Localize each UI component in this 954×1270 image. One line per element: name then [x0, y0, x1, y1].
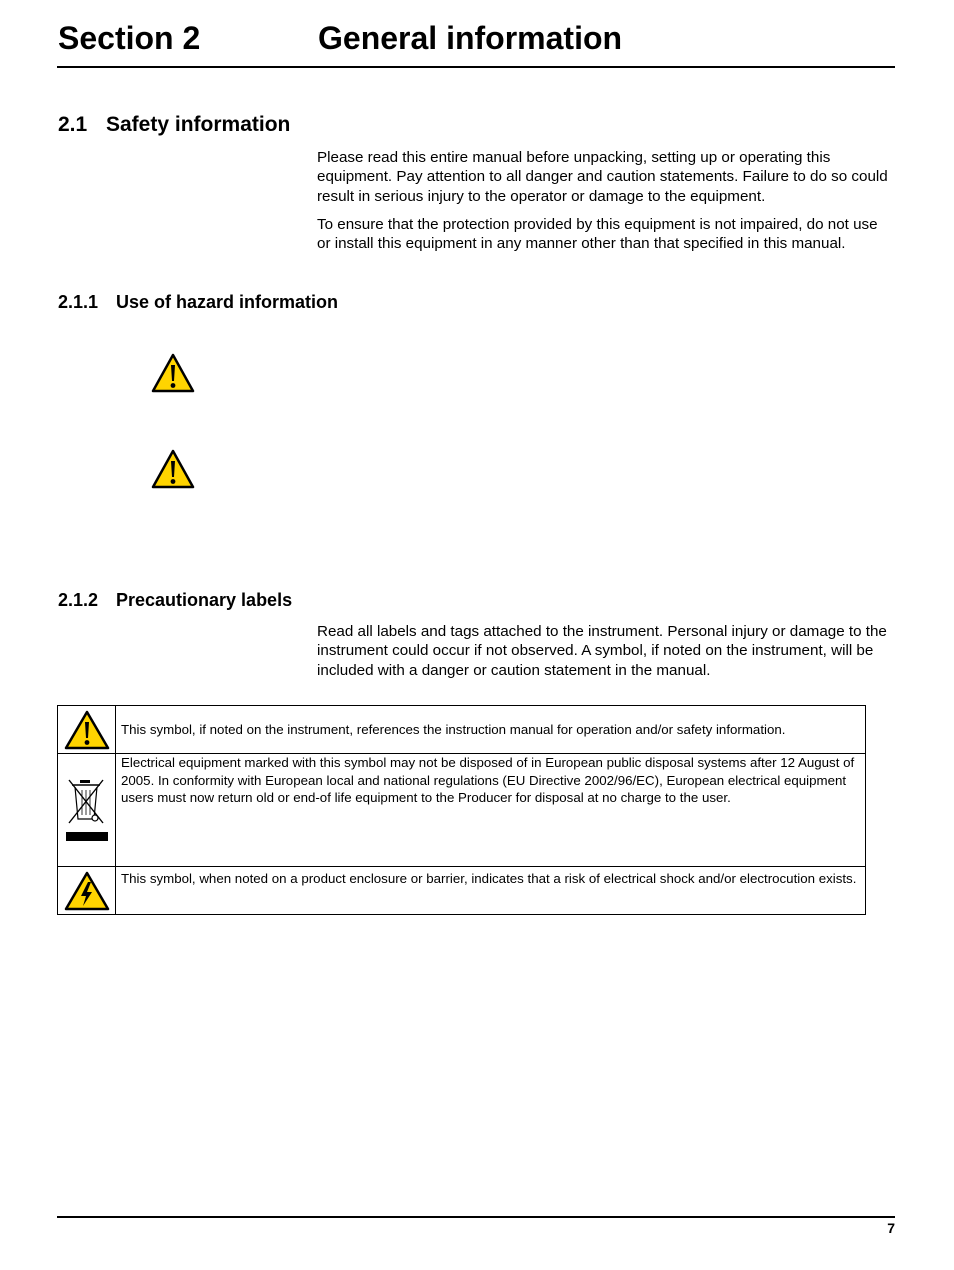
precautionary-body [317, 622, 895, 680]
warning-triangle-icon [151, 353, 195, 393]
heading-number: 2.1 [58, 113, 88, 136]
heading-number: 2.1.2 [58, 590, 99, 610]
warning-triangle-icon [64, 710, 110, 750]
heading-text: Safety information [106, 113, 291, 136]
footer-rule [57, 1216, 895, 1218]
icon-cell [58, 867, 116, 915]
heading-safety-information [58, 112, 290, 138]
label-description: This symbol, if noted on the instrument, references the instruction manual for operation and/or safety information. [116, 706, 866, 754]
heading-number: 2.1.1 [58, 292, 99, 312]
heading-precautionary-labels [58, 589, 292, 611]
icon-cell [58, 706, 116, 754]
electrical-shock-icon [64, 871, 110, 911]
warning-triangle-icon [151, 449, 195, 489]
label-description: This symbol, when noted on a product enclosure or barrier, indicates that a risk of electrical shock and/or electrocution exists. [116, 867, 866, 915]
page-number: 7 [887, 1220, 895, 1236]
header-rule [57, 66, 895, 68]
icon-cell [58, 754, 116, 867]
safety-body [317, 148, 895, 253]
heading-text: Use of hazard information [116, 292, 339, 312]
precautionary-labels-table [57, 705, 866, 915]
section-number: Section 2 [58, 20, 201, 56]
label-description: Electrical equipment marked with this symbol may not be disposed of in European public disposal systems after 12 August of 2005. In conformity with European local and national regulations (EU Directive 2002/96/EC), European electrical equipment users must now return old or end-of life equipment to the Producer for disposal at no charge to the user. [116, 754, 866, 867]
precautionary-paragraph: Read all labels and tags attached to the instrument. Personal injury or damage to the instrument could occur if not observed. A symbol, if noted on the instrument, will be included with a danger or caution statement in the manual. [317, 623, 887, 679]
table-row [58, 867, 866, 915]
table-row [58, 706, 866, 754]
crossed-out-bin-icon [64, 774, 110, 846]
table-row [58, 754, 866, 867]
safety-paragraph: To ensure that the protection provided by this equipment is not impaired, do not use or install this equipment in any manner other than that specified in this manual. [317, 215, 878, 253]
heading-hazard-information [58, 291, 338, 313]
heading-text: Precautionary labels [116, 590, 293, 610]
safety-paragraph: Please read this entire manual before unpacking, setting up or operating this equipment. Pay attention to all danger and caution statements. Failure to do so could result in serious injury to the operator or damage to the equipment. [317, 149, 888, 205]
section-title: General information [318, 20, 623, 56]
